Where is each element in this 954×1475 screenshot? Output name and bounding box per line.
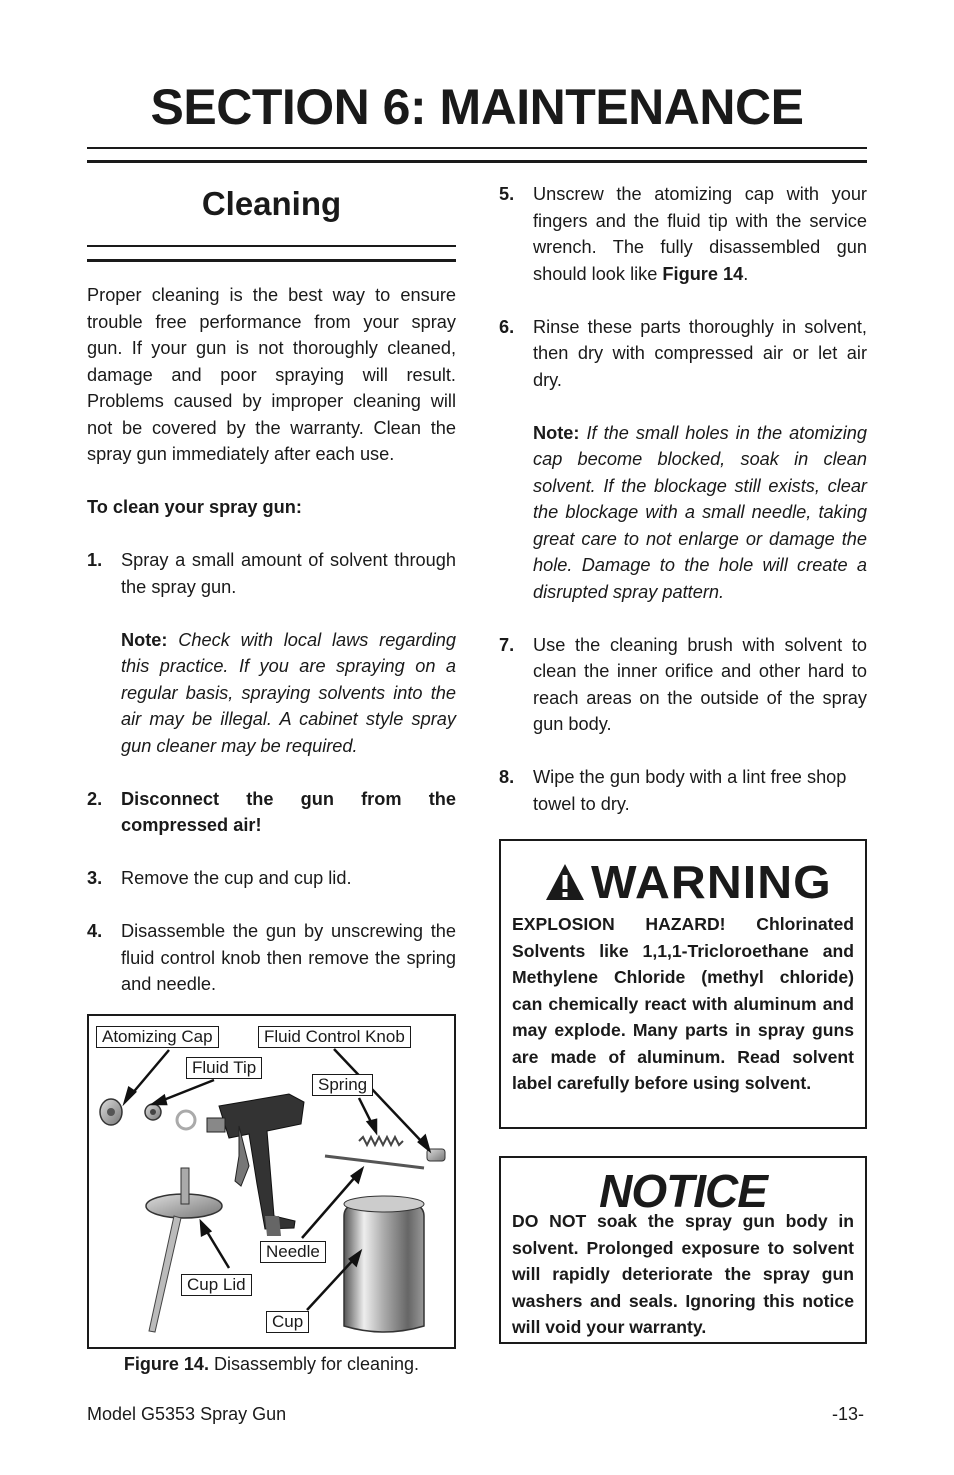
figure-caption xyxy=(87,1354,456,1375)
footer-page-number: -13- xyxy=(831,1404,864,1424)
step-number: 7. xyxy=(499,634,515,655)
figure-14-disassembly xyxy=(87,1014,456,1349)
step-8 xyxy=(499,764,867,817)
step-number: 6. xyxy=(499,316,515,337)
washer-part xyxy=(177,1111,195,1129)
step-text xyxy=(533,181,867,287)
callout-fluid-tip: Fluid Tip xyxy=(186,1057,262,1079)
heading-rule-bottom xyxy=(87,259,456,262)
step-number: 4. xyxy=(87,921,103,941)
step-text-part: Unscrew the atomizing cap with your fingers and the fluid tip with the service wrench. The fully disassembled gun should look like xyxy=(533,184,867,284)
step-text: Wipe the gun body with a lint free shop towel to dry. xyxy=(533,767,847,814)
section-heading: Cleaning xyxy=(201,185,342,222)
title-rule-bottom xyxy=(87,160,867,163)
note-label: Note: xyxy=(121,629,168,650)
notice-text: DO NOT soak the spray gun body in solvent. Prolonged exposure to solvent will rapidly deteriorate the spray gun washers and seals. Ignoring this notice will void your warranty. xyxy=(512,1211,854,1337)
warning-text: EXPLOSION HAZARD! Chlorinated Solvents like 1,1,1-Tricloroethane and Methylene Chloride (methyl chloride) can chemically react with aluminum and may explode. Many parts in spray guns are made of aluminum. Read solvent label carefully before using solvent. xyxy=(512,914,854,1093)
needle-part xyxy=(325,1156,424,1168)
note-text: Check with local laws regarding this practice. If you are spraying on a regular basis, spraying solvents into the air may be illegal. A cabinet style spray gun cleaner may be required. xyxy=(121,629,456,756)
warning-header xyxy=(545,855,832,909)
callout-cup-lid: Cup Lid xyxy=(181,1274,252,1296)
step-text: Remove the cup and cup lid. xyxy=(121,868,352,888)
step-2 xyxy=(87,786,456,839)
step-7 xyxy=(499,632,867,738)
callout-atomizing-cap: Atomizing Cap xyxy=(96,1026,219,1048)
notice-word: NOTICE xyxy=(599,1165,767,1217)
caption-label: Figure 14. xyxy=(123,1354,209,1374)
step-text: Use the cleaning brush with solvent to clean the inner orifice and other hard to reach areas on the outside of the spray gun body. xyxy=(533,634,867,734)
right-column xyxy=(499,181,867,817)
step-6 xyxy=(499,314,867,394)
procedure-heading: To clean your spray gun: xyxy=(87,497,302,517)
warning-box xyxy=(499,839,867,1129)
atomizing-cap-part xyxy=(100,1099,122,1125)
spring-part xyxy=(359,1137,403,1145)
callout-fluid-control-knob: Fluid Control Knob xyxy=(258,1026,411,1048)
note-text: If the small holes in the atomizing cap become blocked, soak in clean solvent. If the blockage still exists, clear the blockage with a small needle, taking great care to not enlarge or damage the hole. Damage to the hole will create a disrupted spray pattern. xyxy=(533,422,868,602)
fluid-tip-part xyxy=(145,1104,161,1120)
step-number: 8. xyxy=(499,767,515,787)
step-3 xyxy=(87,865,456,892)
cup-lid-part xyxy=(146,1168,222,1332)
step-text: Spray a small amount of solvent through the spray gun. xyxy=(121,550,456,597)
notice-box xyxy=(499,1156,867,1344)
step-5 xyxy=(499,181,867,287)
warning-triangle-icon xyxy=(545,862,585,902)
warning-word: WARNING xyxy=(591,856,832,908)
figure-reference: Figure 14 xyxy=(662,263,744,284)
step-number: 3. xyxy=(87,868,103,888)
note-local-laws xyxy=(121,627,456,760)
note-blocked-holes xyxy=(533,420,867,606)
footer-model: Model G5353 Spray Gun xyxy=(87,1404,287,1424)
step-text: Disconnect the gun from the compressed air! xyxy=(121,788,456,835)
title-rule-top xyxy=(87,147,867,149)
intro-paragraph: Proper cleaning is the best way to ensure trouble free performance from your spray gun. If your gun is not thoroughly cleaned, damage and poor spraying will result. Problems caused by improper cleaning will not be covered by the warranty. Clean the spray gun immediately after each use. xyxy=(87,285,456,464)
heading-rule-top xyxy=(87,245,456,247)
note-label: Note: xyxy=(533,422,580,443)
disassembled-gun-illustration xyxy=(89,1016,454,1347)
callout-needle: Needle xyxy=(260,1241,326,1263)
callout-spring: Spring xyxy=(312,1074,373,1096)
step-text-part: . xyxy=(743,263,749,284)
gun-body-part xyxy=(207,1094,304,1236)
step-4 xyxy=(87,918,456,998)
page-title: SECTION 6: MAINTENANCE xyxy=(150,79,804,135)
callout-cup: Cup xyxy=(266,1311,309,1333)
caption-text: Disassembly for cleaning. xyxy=(213,1354,420,1374)
left-column xyxy=(87,175,456,998)
step-text: Rinse these parts thoroughly in solvent, then dry with compressed air or let air dry. xyxy=(533,316,867,390)
step-number: 1. xyxy=(87,550,103,570)
step-text: Disassemble the gun by unscrewing the fluid control knob then remove the spring and needle. xyxy=(121,921,456,994)
step-number: 5. xyxy=(499,184,515,204)
step-1 xyxy=(87,547,456,600)
step-number: 2. xyxy=(87,788,103,809)
